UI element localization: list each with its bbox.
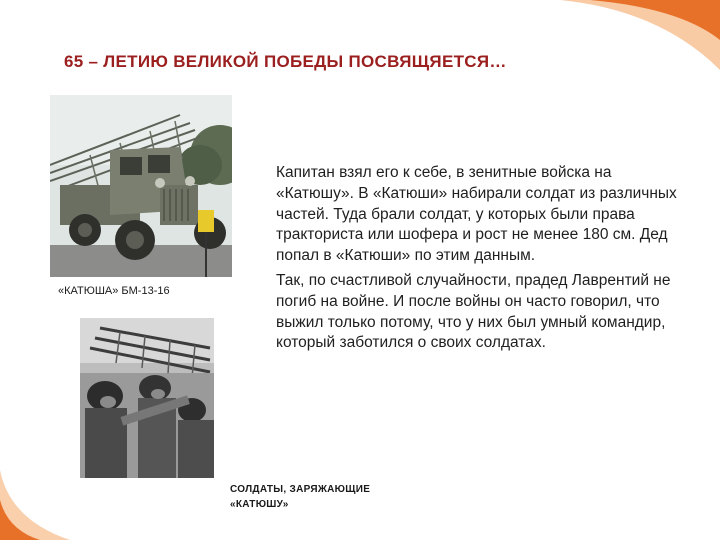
slide-title: 65 – ЛЕТИЮ ВЕЛИКОЙ ПОБЕДЫ ПОСВЯЩЯЕТСЯ… bbox=[64, 52, 507, 71]
soldiers-loading-photo bbox=[80, 318, 214, 478]
katyusha-truck-photo bbox=[50, 95, 232, 277]
soldiers-photo-caption: СОЛДАТЫ, ЗАРЯЖАЮЩИЕ «КАТЮШУ» bbox=[230, 484, 371, 510]
truck-photo-caption: «КАТЮША» БМ-13-16 bbox=[58, 285, 170, 297]
story-paragraph-2: Так, по счастливой случайности, прадед Лаврентий не погиб на войне. И после войны он часто говорил, что выжил только потому, что у них был умный командир, который заботился о своих солдатах. bbox=[276, 271, 671, 352]
story-paragraph-1: Капитан взял его к себе, в зенитные войска на «Катюшу». В «Катюши» набирали солдат из различных частей. Туда брали солдат, у которых были права тракториста или шофера и рост не менее 180 см. Дед попал в «Катюши» по этим данным. bbox=[276, 164, 677, 265]
story-text bbox=[276, 163, 686, 354]
